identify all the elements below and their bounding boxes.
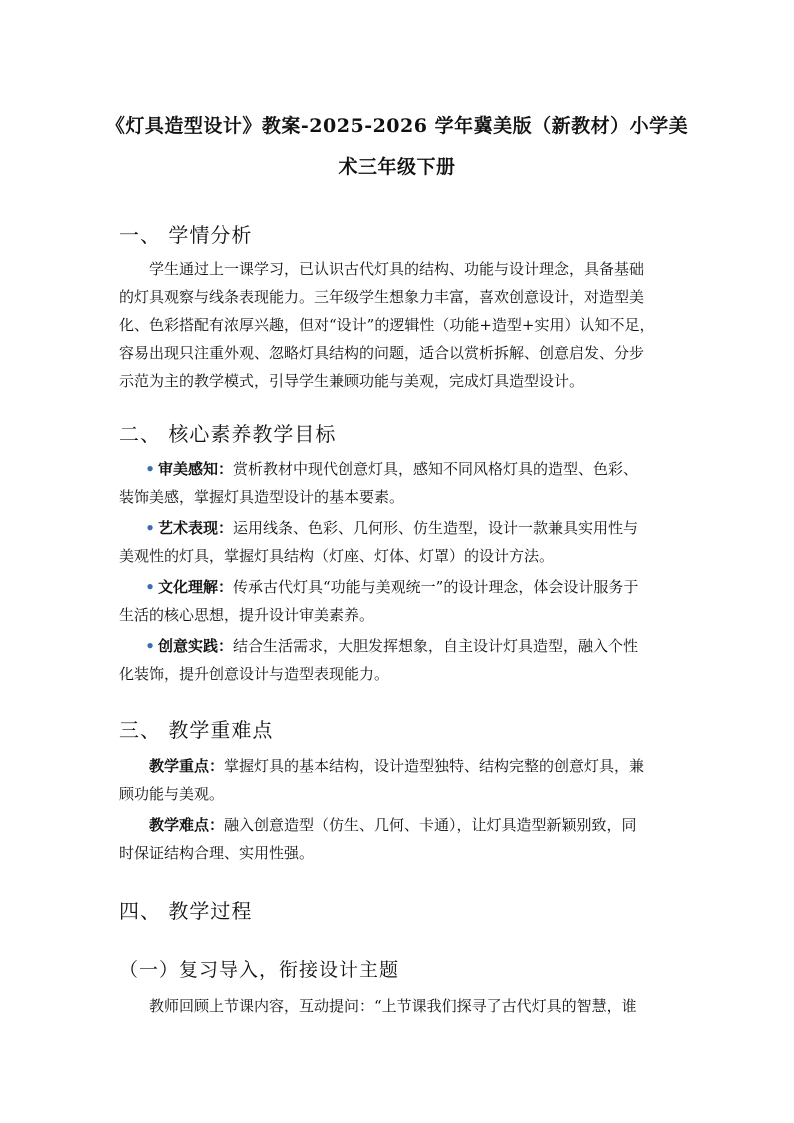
section-1-line: 化、色彩搭配有浓厚兴趣，但对“设计”的逻辑性（功能+造型+实用）认知不足， bbox=[119, 316, 655, 334]
objective-text: 运用线条、色彩、几何形、仿生造型，设计一款兼具实用性与 bbox=[233, 519, 639, 537]
objective-continuation: 化装饰，提升创意设计与造型表现能力。 bbox=[119, 665, 390, 683]
document-title-line-1: 《灯具造型设计》教案-2025-2026 学年冀美版（新教材）小学美 bbox=[105, 115, 689, 137]
objective-label: 审美感知： bbox=[158, 460, 234, 478]
objective-item bbox=[142, 577, 698, 597]
objective-text: 传承古代灯具“功能与美观统一”的设计理念，体会设计服务于 bbox=[233, 578, 639, 596]
section-1-line: 的灯具观察与线条表现能力。三年级学生想象力丰富，喜欢创意设计，对造型美 bbox=[119, 288, 645, 306]
objective-item bbox=[142, 518, 698, 538]
key-point-label: 教学重点： bbox=[149, 757, 225, 775]
objective-text: 结合生活需求，大胆发挥想象，自主设计灯具造型，融入个性 bbox=[233, 637, 639, 655]
difficult-point-text: 融入创意造型（仿生、几何、卡通），让灯具造型新颖别致，同 bbox=[224, 816, 637, 834]
section-2-heading: 二、 核心素养教学目标 bbox=[119, 422, 337, 446]
section-3-heading: 三、 教学重难点 bbox=[119, 718, 274, 742]
objective-text: 赏析教材中现代创意灯具，感知不同风格灯具的造型、色彩、 bbox=[233, 460, 639, 478]
section-1-heading: 一、 学情分析 bbox=[119, 223, 253, 247]
bullet-dot-icon: • bbox=[145, 578, 155, 596]
difficult-point-label: 教学难点： bbox=[149, 816, 225, 834]
key-point-text: 掌握灯具的基本结构，设计造型独特、结构完整的创意灯具，兼 bbox=[224, 757, 645, 775]
difficult-point-continuation: 时保证结构合理、实用性强。 bbox=[119, 844, 315, 862]
section-1-line: 示范为主的教学模式，引导学生兼顾功能与美观，完成灯具造型设计。 bbox=[119, 372, 585, 390]
section-4-heading: 四、 教学过程 bbox=[119, 899, 253, 923]
objective-continuation: 装饰美感，掌握灯具造型设计的基本要素。 bbox=[119, 488, 405, 506]
objective-item bbox=[142, 636, 698, 656]
section-1-line: 学生通过上一课学习，已认识古代灯具的结构、功能与设计理念，具备基础 bbox=[149, 260, 645, 278]
section-1-line: 容易出现只注重外观、忽略灯具结构的问题，适合以赏析拆解、创意启发、分步 bbox=[119, 344, 645, 362]
objective-continuation: 生活的核心思想，提升设计审美素养。 bbox=[119, 606, 375, 624]
objective-item bbox=[142, 459, 698, 479]
bullet-dot-icon: • bbox=[145, 519, 155, 537]
document-title-line-2: 术三年级下册 bbox=[338, 156, 456, 178]
objective-label: 艺术表现： bbox=[158, 519, 234, 537]
objective-continuation: 美观性的灯具，掌握灯具结构（灯座、灯体、灯罩）的设计方法。 bbox=[119, 547, 555, 565]
section-4-line: 教师回顾上节课内容，互动提问：“上节课我们探寻了古代灯具的智慧，谁 bbox=[149, 997, 637, 1015]
section-4-subheading: （一）复习导入，衔接设计主题 bbox=[119, 959, 400, 981]
objective-label: 创意实践： bbox=[158, 637, 234, 655]
key-point bbox=[149, 756, 675, 776]
difficult-point bbox=[149, 815, 675, 835]
bullet-dot-icon: • bbox=[145, 637, 155, 655]
key-point-continuation: 顾功能与美观。 bbox=[119, 785, 225, 803]
bullet-dot-icon: • bbox=[145, 460, 155, 478]
objective-label: 文化理解： bbox=[158, 578, 234, 596]
